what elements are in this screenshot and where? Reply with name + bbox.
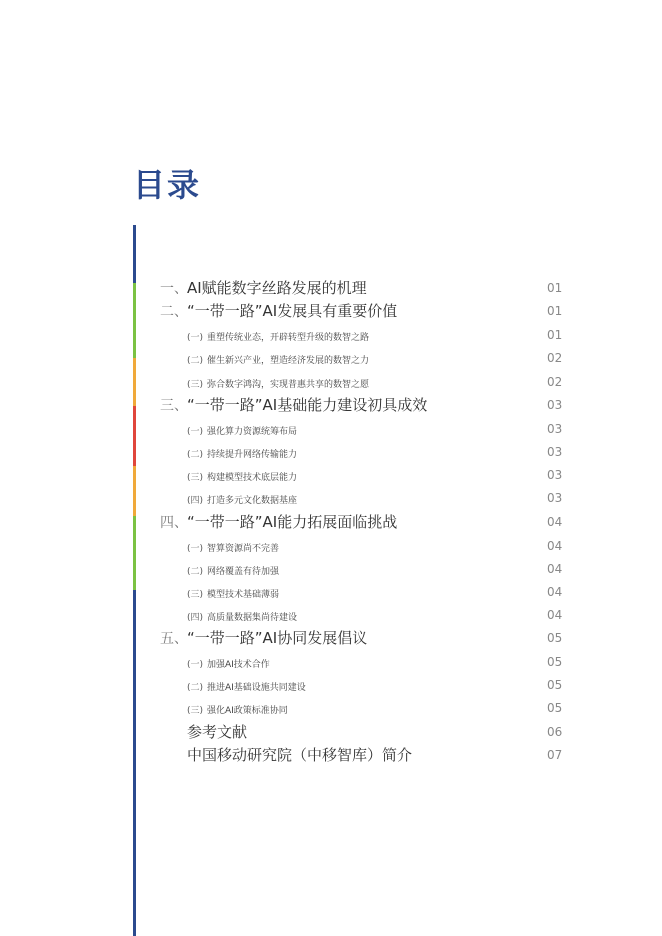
toc-item-number: 四、 — [160, 515, 188, 531]
toc-item-number: 五、 — [160, 631, 188, 647]
toc-item-number: 三、 — [160, 398, 188, 414]
toc-item-label: 参考文献 — [187, 723, 248, 741]
toc-subitem-page: 05 — [547, 655, 563, 669]
toc-subitem-page: 03 — [547, 468, 563, 482]
toc-subitem-page: 04 — [547, 539, 563, 553]
toc-subitem-number: (三) — [187, 590, 204, 600]
toc-item-label: “一带一路”AI能力拓展面临挑战 — [187, 513, 398, 531]
toc-item-page: 06 — [547, 725, 563, 739]
toc-subitem-page: 02 — [547, 351, 563, 365]
toc-subitem-number: (一) — [187, 660, 204, 670]
toc-subitem-page: 05 — [547, 678, 563, 692]
toc-subitem-page: 05 — [547, 701, 563, 715]
toc-subitem-number: (四) — [187, 496, 204, 506]
toc-subitem-number: (二) — [187, 356, 204, 366]
toc-subitem-label: 网络覆盖有待加强 — [207, 567, 280, 577]
toc-subitem-label: 智算资源尚不完善 — [207, 544, 280, 554]
toc-item-number: 二、 — [160, 304, 188, 320]
toc-subitem-label: 弥合数字鸿沟，实现普惠共享的数智之愿 — [207, 380, 370, 390]
toc-subitem-number: (二) — [187, 683, 204, 693]
toc-subitem-page: 03 — [547, 445, 563, 459]
toc-item-page: 01 — [547, 304, 563, 318]
toc-item-label: 中国移动研究院（中移智库）简介 — [187, 746, 413, 764]
toc-subitem-label: 强化算力资源统筹布局 — [207, 427, 298, 437]
toc-subitem-number: (二) — [187, 567, 204, 577]
toc-subitem-number: (一) — [187, 333, 204, 343]
toc-item-page: 04 — [547, 515, 563, 529]
toc-subitem-label: 推进AI基础设施共同建设 — [207, 683, 306, 693]
toc-item-page: 03 — [547, 398, 563, 412]
toc-item-label: “一带一路”AI协同发展倡议 — [187, 629, 368, 647]
toc-item-label: “一带一路”AI基础能力建设初具成效 — [187, 396, 428, 414]
toc-item-label: “一带一路”AI发展具有重要价值 — [187, 302, 398, 320]
toc-subitem-number: (三) — [187, 706, 204, 716]
toc-subitem-label: 催生新兴产业，塑造经济发展的数智之力 — [207, 356, 370, 366]
toc-subitem-page: 01 — [547, 328, 563, 342]
toc-subitem-label: 重塑传统业态，开辟转型升级的数智之路 — [207, 333, 370, 343]
toc-subitem-number: (三) — [187, 380, 204, 390]
toc-subitem-number: (四) — [187, 613, 204, 623]
toc-item-page: 05 — [547, 631, 563, 645]
toc-subitem-page: 03 — [547, 422, 563, 436]
toc-subitem-number: (一) — [187, 544, 204, 554]
toc-subitem-label: 加强AI技术合作 — [207, 660, 270, 670]
toc-item-label: AI赋能数字丝路发展的机理 — [187, 279, 367, 297]
toc-subitem-number: (二) — [187, 450, 204, 460]
toc-item-page: 07 — [547, 748, 563, 762]
toc-item-page: 01 — [547, 281, 563, 295]
toc-item-number: 一、 — [160, 281, 188, 297]
toc-subitem-label: 构建模型技术底层能力 — [207, 473, 298, 483]
toc-subitem-label: 强化AI政策标准协同 — [207, 706, 288, 716]
toc-subitem-label: 持续提升网络传输能力 — [207, 450, 298, 460]
toc-subitem-page: 04 — [547, 585, 563, 599]
toc-subitem-page: 04 — [547, 562, 563, 576]
toc-subitem-number: (一) — [187, 427, 204, 437]
toc-subitem-label: 高质量数据集尚待建设 — [207, 613, 298, 623]
page-title: 目录 — [133, 166, 202, 204]
toc-subitem-number: (三) — [187, 473, 204, 483]
toc-subitem-page: 03 — [547, 491, 563, 505]
toc-subitem-label: 模型技术基础薄弱 — [207, 590, 280, 600]
toc-subitem-label: 打造多元文化数据基座 — [207, 496, 298, 506]
toc-subitem-page: 04 — [547, 608, 563, 622]
toc-subitem-page: 02 — [547, 375, 563, 389]
